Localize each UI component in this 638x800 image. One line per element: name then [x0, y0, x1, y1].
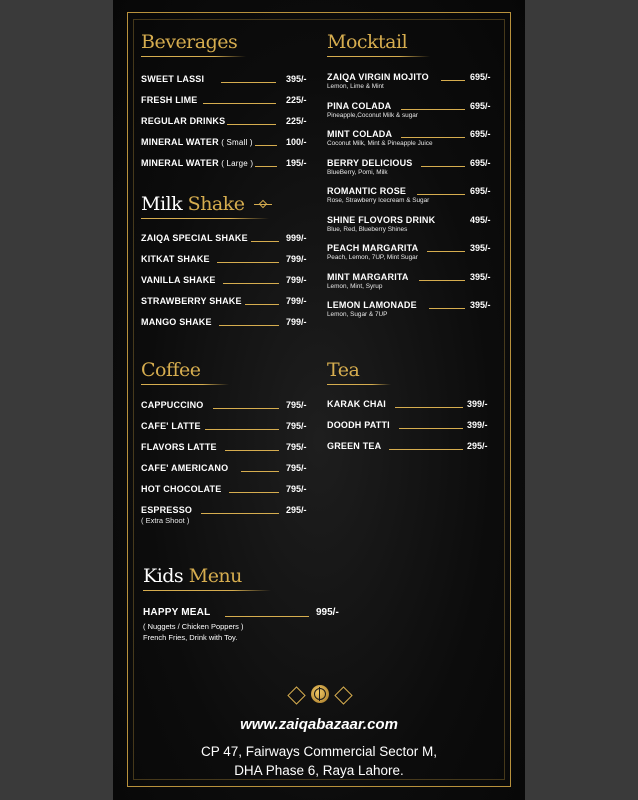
menu-item: PEACH MARGARITA 395/- Peach, Lemon, 7UP, Mint Sugar: [327, 243, 491, 261]
menu-item: CAPPUCCINO 795/-: [141, 400, 307, 410]
address: CP 47, Fairways Commercial Sector M, DHA Phase 6, Raya Lahore.: [200, 744, 438, 778]
menu-item: STRAWBERRY SHAKE 799/-: [141, 296, 307, 306]
milkshake-title: Milk Shake: [141, 192, 321, 216]
menu-item: SWEET LASSI 395/-: [141, 74, 307, 84]
menu-item: PINA COLADA 695/- Pineapple,Coconut Milk & sugar: [327, 100, 491, 119]
menu-item: HAPPY MEAL 995/- ( Nuggets / Chicken Poppers ) French Fries, Drink with Toy.: [143, 607, 339, 642]
menu-item: MINT MARGARITA 395/- Lemon, Mint, Syrup: [327, 271, 491, 290]
menu-item: SHINE FLOVORS DRINK 495/- Blue, Red, Blueberry Shines: [327, 214, 491, 233]
logo: [283, 683, 355, 707]
coffee-title: Coffee: [141, 359, 201, 381]
diamond-icon: [334, 686, 352, 704]
mocktail-section: [327, 30, 507, 329]
menu-item: ZAIQA SPECIAL SHAKE 999/-: [141, 233, 307, 243]
menu-item: FLAVORS LATTE 795/-: [141, 442, 307, 452]
menu-item: GREEN TEA 295/-: [327, 441, 488, 451]
menu-item: BERRY DELICIOUS 695/- BlueBerry, Pomi, Milk: [327, 157, 491, 176]
kids-menu-section: [143, 564, 383, 647]
menu-item: VANILLA SHAKE 799/-: [141, 275, 307, 285]
menu-item: ESPRESSO 295/- ( Extra Shoot ): [141, 505, 307, 525]
menu-item: HOT CHOCOLATE 795/-: [141, 484, 307, 494]
mocktail-title: Mocktail: [327, 31, 408, 53]
menu-item: KITKAT SHAKE 799/-: [141, 254, 307, 264]
menu-item: REGULAR DRINKS 225/-: [141, 116, 307, 126]
kids-menu-title: Kids Menu: [143, 565, 242, 587]
menu-item: CAFE' LATTE 795/-: [141, 421, 307, 431]
menu-item: DOODH PATTI 399/-: [327, 420, 488, 430]
globe-icon: [311, 685, 329, 703]
menu-board: [113, 0, 525, 800]
beverages-title: Beverages: [141, 31, 238, 53]
tea-section: [327, 358, 507, 462]
menu-item: LEMON LAMONADE 395/- Lemon, Sugar & 7UP: [327, 300, 491, 318]
milkshake-section: [141, 192, 321, 338]
menu-item: MINERAL WATER ( Large ) 195/-: [141, 158, 307, 168]
menu-item: FRESH LIME 225/-: [141, 95, 307, 105]
menu-item: CAFE' AMERICANO 795/-: [141, 463, 307, 473]
menu-item: MANGO SHAKE 799/-: [141, 317, 307, 327]
diamond-icon: [287, 686, 305, 704]
tea-title: Tea: [327, 359, 360, 381]
menu-item: MINT COLADA 695/- Coconut Milk, Mint & Pineapple Juice: [327, 129, 491, 147]
coffee-section: [141, 358, 321, 526]
menu-item: ROMANTIC ROSE 695/- Rose, Strawberry Icecream & Sugar: [327, 186, 491, 204]
ornament-icon: [254, 202, 272, 208]
beverages-section: [141, 30, 311, 179]
website-link[interactable]: www.zaiqabazaar.com: [240, 716, 398, 733]
menu-item: KARAK CHAI 399/-: [327, 399, 488, 409]
menu-item: MINERAL WATER ( Small ) 100/-: [141, 137, 307, 147]
menu-item: ZAIQA VIRGIN MOJITO 695/- Lemon, Lime & Mint: [327, 72, 491, 90]
